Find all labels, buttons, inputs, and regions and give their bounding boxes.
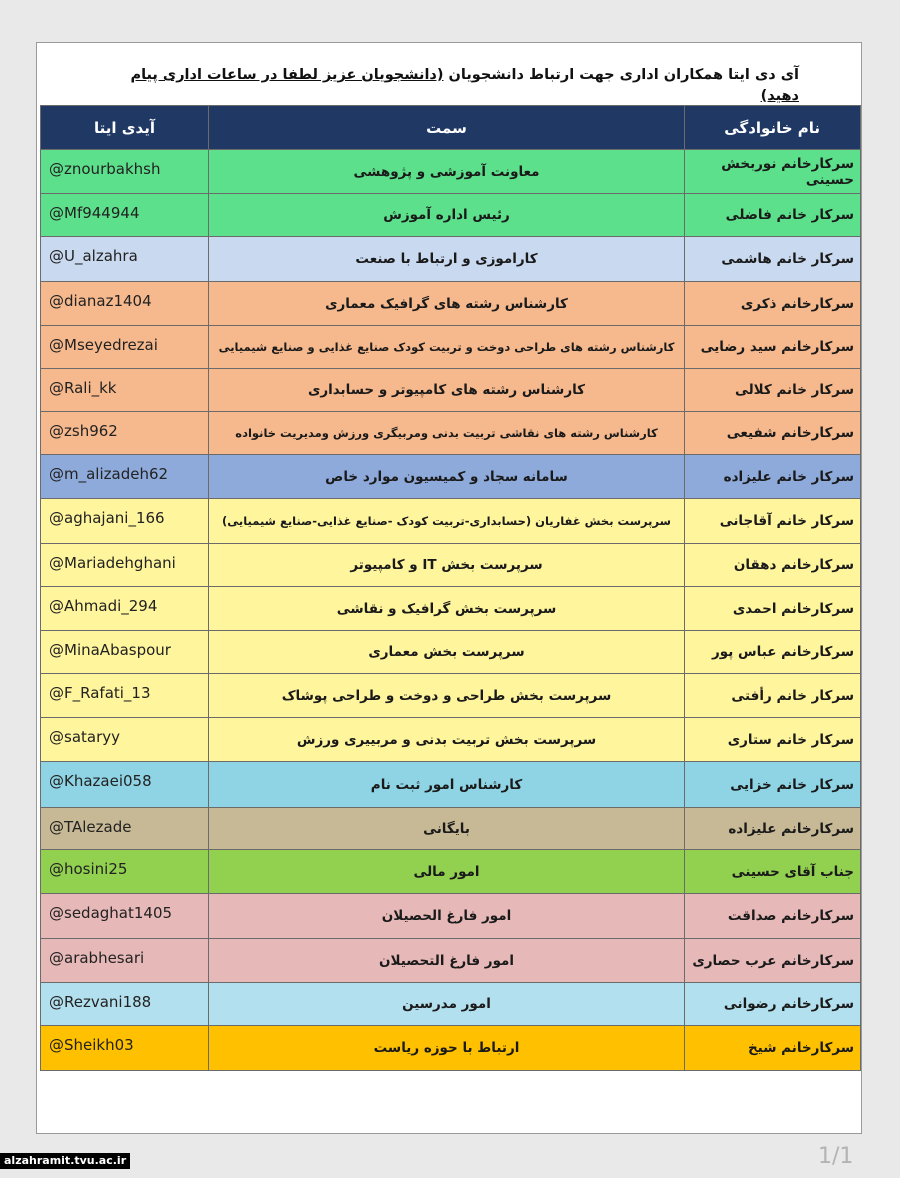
last-name-cell: سرکار خانم خزایی [685,762,861,808]
last-name-cell: سرکار خانم رأفتی [685,674,861,718]
header-position: سمت [209,106,685,150]
eitaa-id-cell[interactable]: @sedaghat1405 [41,894,209,939]
table-row [41,1026,861,1071]
table-row [41,850,861,894]
table-row [41,894,861,939]
position-cell: امور فارغ الحصیلان [209,894,685,939]
last-name-cell: سرکارخانم شفیعی [685,412,861,455]
last-name-cell: سرکار خانم فاضلی [685,194,861,237]
table-row [41,455,861,499]
last-name-cell: سرکار خانم آقاجانی [685,499,861,544]
table-row [41,762,861,808]
table-row [41,194,861,237]
position-cell: امور مالی [209,850,685,894]
last-name-cell: سرکار خانم علیزاده [685,455,861,499]
position-cell: سرپرست بخش تربیت بدنی و مربییری ورزش [209,718,685,762]
position-cell: سرپرست بخش معماری [209,631,685,674]
eitaa-id-cell[interactable]: @m_alizadeh62 [41,455,209,499]
table-row [41,150,861,194]
table-row [41,631,861,674]
position-cell: سرپرست بخش طراحی و دوخت و طراحی پوشاک [209,674,685,718]
table-row [41,544,861,587]
table-row [41,939,861,983]
eitaa-id-cell[interactable]: @Mf944944 [41,194,209,237]
table-row [41,808,861,850]
header-eitaa-id: آیدی ایتا [41,106,209,150]
table-row [41,718,861,762]
eitaa-id-cell[interactable]: @dianaz1404 [41,282,209,326]
last-name-cell: سرکارخانم دهقان [685,544,861,587]
last-name-cell: سرکارخانم علیزاده [685,808,861,850]
eitaa-id-cell[interactable]: @aghajani_166 [41,499,209,544]
position-cell: معاونت آموزشی و پژوهشی [209,150,685,194]
header-last-name: نام خانوادگی [685,106,861,150]
last-name-cell: سرکار خانم هاشمی [685,237,861,282]
table-header-row [41,106,861,150]
eitaa-id-cell[interactable]: @Rezvani188 [41,983,209,1026]
eitaa-id-cell[interactable]: @TAlezade [41,808,209,850]
position-cell: سرپرست بخش IT و کامپیوتر [209,544,685,587]
table-row [41,499,861,544]
last-name-cell: سرکارخانم سید رضایی [685,326,861,369]
table-row [41,282,861,326]
last-name-cell: سرکارخانم ذکری [685,282,861,326]
table-row [41,674,861,718]
last-name-cell: سرکارخانم شیخ [685,1026,861,1071]
position-cell: سامانه سجاد و کمیسیون موارد خاص [209,455,685,499]
eitaa-id-cell[interactable]: @znourbakhsh [41,150,209,194]
eitaa-id-cell[interactable]: @Mariadehghani [41,544,209,587]
document-title [99,65,799,107]
position-cell: کارشناس امور ثبت نام [209,762,685,808]
page-number: 1/1 [818,1144,854,1169]
table-row [41,326,861,369]
last-name-cell: سرکارخانم عباس پور [685,631,861,674]
last-name-cell: سرکارخانم صداقت [685,894,861,939]
position-cell: ارتباط با حوزه ریاست [209,1026,685,1071]
last-name-cell: سرکار خانم ستاری [685,718,861,762]
table-row [41,369,861,412]
last-name-cell: سرکارخانم نوربخش حسینی [685,150,861,194]
eitaa-id-cell[interactable]: @sataryy [41,718,209,762]
site-watermark: alzahramit.tvu.ac.ir [0,1153,130,1169]
position-cell: سرپرست بخش غفاریان (حسابداری-تربیت کودک -صنایع غذایی-صنایع شیمیایی) [209,499,685,544]
position-cell: کاراموزی و ارتباط با صنعت [209,237,685,282]
eitaa-id-cell[interactable]: @hosini25 [41,850,209,894]
position-cell: سرپرست بخش گرافیک و نقاشی [209,587,685,631]
table-row [41,983,861,1026]
position-cell: امور فارغ التحصیلان [209,939,685,983]
eitaa-id-cell[interactable]: @Ahmadi_294 [41,587,209,631]
position-cell: کارشناس رشته های نقاشی تربیت بدنی ومربیگری ورزش ومدیریت خانواده [209,412,685,455]
document-page [36,42,862,1134]
position-cell: کارشناس رشته های کامپیوتر و حسابداری [209,369,685,412]
contacts-table [40,105,861,1071]
eitaa-id-cell[interactable]: @Khazaei058 [41,762,209,808]
eitaa-id-cell[interactable]: @Rali_kk [41,369,209,412]
table-row [41,237,861,282]
last-name-cell: سرکار خانم کلالی [685,369,861,412]
eitaa-id-cell[interactable]: @Sheikh03 [41,1026,209,1071]
position-cell: کارشناس رشته های طراحی دوخت و تربیت کودک صنایع غذایی و صنایع شیمیایی [209,326,685,369]
title-line-1: آی دی ایتا همکاران اداری جهت ارتباط دانشجویان [448,67,799,83]
last-name-cell: جناب آقای حسینی [685,850,861,894]
title-line-2: (دانشجویان عزیز لطفا در ساعات اداری پیام دهید) [130,67,799,104]
eitaa-id-cell[interactable]: @F_Rafati_13 [41,674,209,718]
position-cell: امور مدرسین [209,983,685,1026]
eitaa-id-cell[interactable]: @zsh962 [41,412,209,455]
last-name-cell: سرکارخانم رضوانی [685,983,861,1026]
last-name-cell: سرکارخانم عرب حصاری [685,939,861,983]
last-name-cell: سرکارخانم احمدی [685,587,861,631]
position-cell: رئیس اداره آموزش [209,194,685,237]
eitaa-id-cell[interactable]: @MinaAbaspour [41,631,209,674]
position-cell: بایگانی [209,808,685,850]
eitaa-id-cell[interactable]: @Mseyedrezai [41,326,209,369]
table-row [41,587,861,631]
position-cell: کارشناس رشته های گرافیک معماری [209,282,685,326]
table-row [41,412,861,455]
eitaa-id-cell[interactable]: @arabhesari [41,939,209,983]
eitaa-id-cell[interactable]: @U_alzahra [41,237,209,282]
